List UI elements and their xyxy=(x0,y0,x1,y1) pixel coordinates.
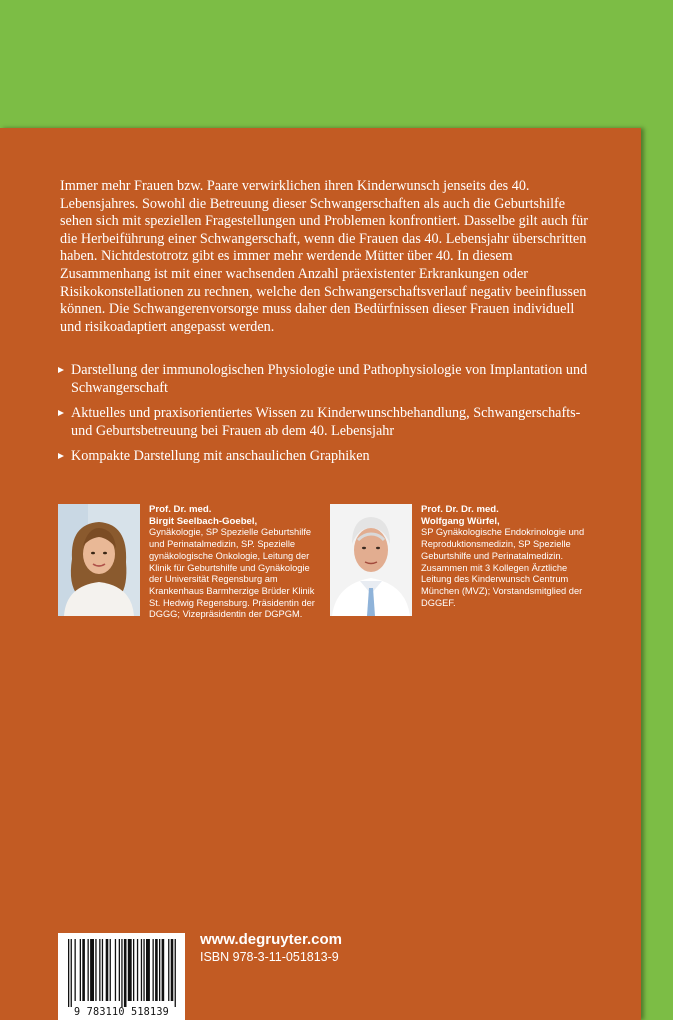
barcode-bar xyxy=(137,939,138,1001)
barcode-bar xyxy=(128,939,132,1001)
author-name: Wolfgang Würfel, xyxy=(421,515,500,527)
barcode-bar xyxy=(102,939,103,1001)
barcode-bar xyxy=(71,939,72,1007)
book-back-cover xyxy=(0,128,641,1020)
author-title: Prof. Dr. Dr. med. xyxy=(421,504,499,515)
barcode-bar xyxy=(75,939,76,1001)
barcode-bar xyxy=(153,939,154,1001)
barcode-bar xyxy=(95,939,96,1001)
author-description: Gynäkologie, SP Spezielle Geburtshilfe und Perinatalmedizin, SP. Spezielle gynäkologische Onkologie, Leitung der Klinik für Geburtshilfe und Gynäkologie der Universität Regensburg am Krankenhaus Barmherzige Brüder Klinik St. Hedwig Regensburg. Präsidentin der DGGG; Vizepräsidentin der DGPGM. xyxy=(149,527,315,620)
barcode-bar xyxy=(133,939,134,1001)
barcode-bar xyxy=(146,939,150,1001)
barcode-bar xyxy=(121,939,122,1007)
barcode-bar xyxy=(119,939,120,1001)
barcode-bar xyxy=(99,939,100,1001)
feature-text: Darstellung der immunologischen Physiologie und Pathophysiologie von Implantation und Schwangerschaft xyxy=(71,362,588,396)
triangle-bullet-icon xyxy=(58,367,64,373)
author-title: Prof. Dr. med. xyxy=(149,504,212,515)
blurb-text: Immer mehr Frauen bzw. Paare verwirklichen ihren Kinderwunsch jenseits des 40. Lebensjahres. Sowohl die Betreuung dieser Schwangerschaften als auch die Geburtshilfe sehen sich mit speziellen Fragestellungen und Problemen konfrontiert. Dasselbe gilt auch für die Herbeiführung einer Schwangerschaft, wenn die Frauen das 40. Lebensjahr überschritten haben. Nichtdestotrotz gibt es immer mehr werdende Mütter über 40. In diesem Zusammenhang ist mit einer wachsenden Anzahl präexistenter Erkrankungen oder Risikokonstellationen zu rechnen, welche den Schwangerschaftsverlauf negativ beeinflussen können. Die Schwangerenvorsorge muss daher den Bedürfnissen dieser Frauen individuell und risikoadaptiert angepasst werden. xyxy=(60,178,588,335)
feature-list xyxy=(58,362,593,474)
barcode-bar xyxy=(143,939,144,1001)
isbn-number: ISBN 978-3-11-051813-9 xyxy=(200,950,339,964)
barcode-bar xyxy=(106,939,109,1001)
barcode-bar xyxy=(159,939,160,1001)
barcode-bar xyxy=(110,939,111,1001)
barcode-bar xyxy=(80,939,81,1001)
barcode-digits: 9 783110 518139 xyxy=(73,1007,169,1018)
barcode-bar xyxy=(141,939,142,1001)
barcode-bar xyxy=(82,939,85,1001)
barcode-bar xyxy=(171,939,174,1001)
barcode-bar xyxy=(124,939,127,1007)
barcode-bar xyxy=(162,939,165,1001)
feature-text: Kompakte Darstellung mit anschaulichen Graphiken xyxy=(71,448,370,465)
feature-item xyxy=(58,362,593,397)
author-photo-seelbach-goebel xyxy=(58,504,140,616)
barcode-bar xyxy=(175,939,176,1007)
barcode-bar xyxy=(115,939,116,1001)
author-bio-wuerfel xyxy=(421,504,593,609)
barcode-bar xyxy=(68,939,69,1007)
barcode-bar xyxy=(168,939,169,1001)
triangle-bullet-icon xyxy=(58,410,64,416)
author-description: SP Gynäkologische Endokrinologie und Reproduktionsmedizin, SP Spezielle Geburtshilfe und Perinatalmedizin. Zusammen mit 3 Kollegen Ärztliche Leitung des Kinderwunsch Centrum München (MVZ); Vorstandsmitglied der DGGEF. xyxy=(421,527,585,608)
publisher-url[interactable]: www.degruyter.com xyxy=(200,931,342,948)
author-photo-wuerfel xyxy=(330,504,412,616)
feature-text: Aktuelles und praxisorientiertes Wissen zu Kinderwunschbehandlung, Schwangerschafts- und Geburtsbetreuung bei Frauen ab dem 40. Lebensjahr xyxy=(71,405,581,439)
isbn-barcode xyxy=(58,933,185,1020)
barcode-bar xyxy=(155,939,158,1001)
triangle-bullet-icon xyxy=(58,453,64,459)
author-name: Birgit Seelbach-Goebel, xyxy=(149,515,258,527)
barcode-bar xyxy=(90,939,94,1001)
feature-item xyxy=(58,448,593,466)
feature-item xyxy=(58,405,593,440)
barcode-bar xyxy=(88,939,89,1001)
author-bio-seelbach-goebel xyxy=(149,504,317,621)
